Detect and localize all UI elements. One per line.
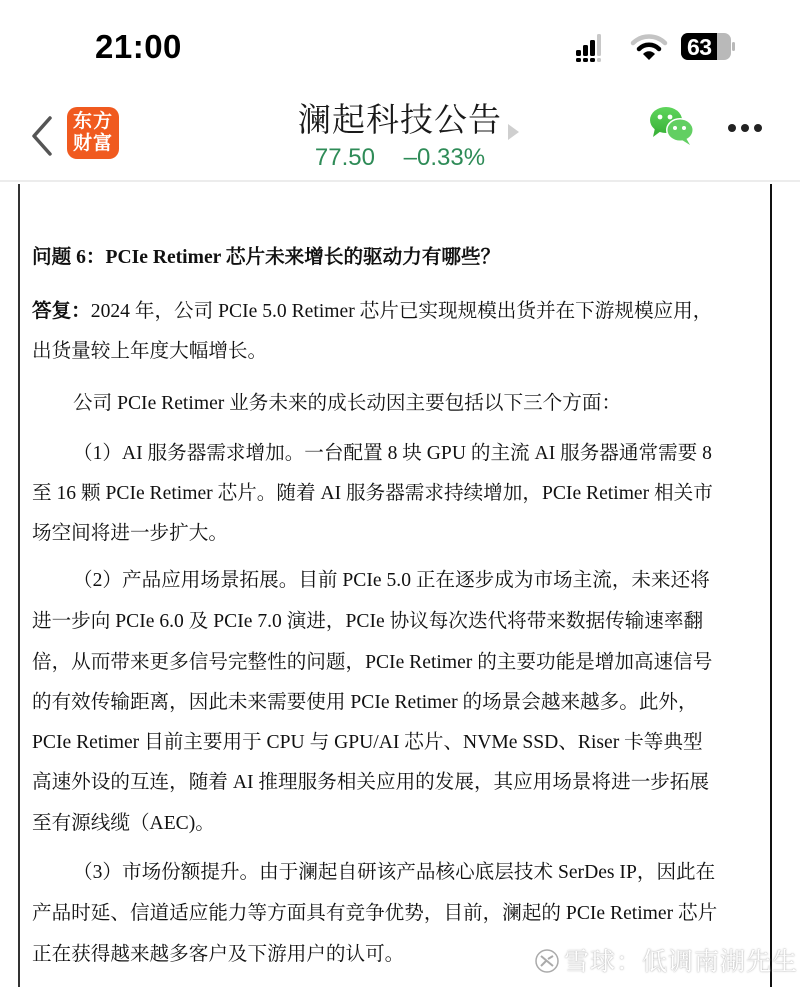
more-dots-icon — [728, 124, 736, 132]
announcement-document — [18, 184, 772, 987]
point1-line: （1）AI 服务器需求增加。一台配置 8 块 GPU 的主流 AI 服务器通常需要 8 — [73, 443, 712, 464]
more-dots-icon — [754, 124, 762, 132]
point3-line: （3）市场份额提升。由于澜起自研该产品核心底层技术 SerDes IP，因此在 — [73, 862, 716, 883]
wifi-icon — [630, 33, 668, 61]
xueqiu-logo-icon — [534, 948, 560, 974]
triangle-right-icon[interactable] — [506, 123, 520, 141]
question-heading: 问题 6：PCIe Retimer 芯片未来增长的驱动力有哪些？ — [32, 247, 501, 268]
status-bar — [0, 0, 800, 90]
point2-line: 的有效传输距离，因此未来需要使用 PCIe Retimer 的场景会越来越多。此外， — [32, 692, 698, 713]
point2-line: 倍，从而带来更多信号完整性的问题，PCIe Retimer 的主要功能是增加高速信号 — [32, 652, 713, 673]
watermark-text: 雪球：低调南湖先生 — [564, 947, 799, 976]
wechat-icon[interactable] — [648, 104, 696, 146]
stock-price: 77.50 — [314, 144, 375, 171]
point2-line: （2）产品应用场景拓展。目前 PCIe 5.0 正在逐步成为市场主流，未来还将 — [73, 570, 710, 591]
point2-line: 至有源线缆（AEC)。 — [32, 813, 215, 834]
answer-text: 2024 年，公司 PCIe 5.0 Retimer 芯片已实现规模出货并在下游规模应用， — [90, 301, 713, 322]
status-time: 21:00 — [95, 28, 182, 65]
stock-quote — [0, 144, 800, 172]
point1-line: 场空间将进一步扩大。 — [32, 523, 228, 544]
app-logo-line2: 财富 — [72, 133, 113, 154]
more-dots-icon — [741, 124, 749, 132]
answer-label: 答复： — [32, 301, 91, 322]
more-button[interactable] — [728, 122, 764, 134]
intro-paragraph: 公司 PCIe Retimer 业务未来的成长动因主要包括以下三个方面： — [73, 393, 622, 414]
point3-line: 正在获得越来越多客户及下游用户的认可。 — [32, 944, 405, 965]
app-logo-line1: 东方 — [72, 111, 113, 132]
battery-level: 63 — [687, 34, 712, 60]
nav-header — [0, 90, 800, 182]
answer-line — [32, 298, 712, 326]
stock-change: –0.33% — [403, 144, 486, 171]
watermark — [534, 942, 798, 978]
point2-line: 进一步向 PCIe 6.0 及 PCIe 7.0 演进，PCIe 协议每次迭代将带来数据传输速率翻 — [32, 611, 704, 632]
signal-icon — [576, 34, 604, 62]
point1-line: 至 16 颗 PCIe Retimer 芯片。随着 AI 服务器需求持续增加，PCIe Retimer 相关市 — [32, 483, 713, 504]
answer-line: 出货量较上年度大幅增长。 — [32, 341, 268, 362]
page-title[interactable]: 澜起科技公告 — [298, 101, 502, 138]
point2-line: PCIe Retimer 目前主要用于 CPU 与 GPU/AI 芯片、NVMe SSD、Riser 卡等典型 — [32, 732, 703, 753]
point2-line: 高速外设的互连，随着 AI 推理服务相关应用的发展，其应用场景将进一步拓展 — [32, 772, 710, 793]
battery-icon — [681, 33, 735, 60]
point3-line: 产品时延、信道适应能力等方面具有竞争优势，目前，澜起的 PCIe Retimer 芯片 — [32, 903, 718, 924]
